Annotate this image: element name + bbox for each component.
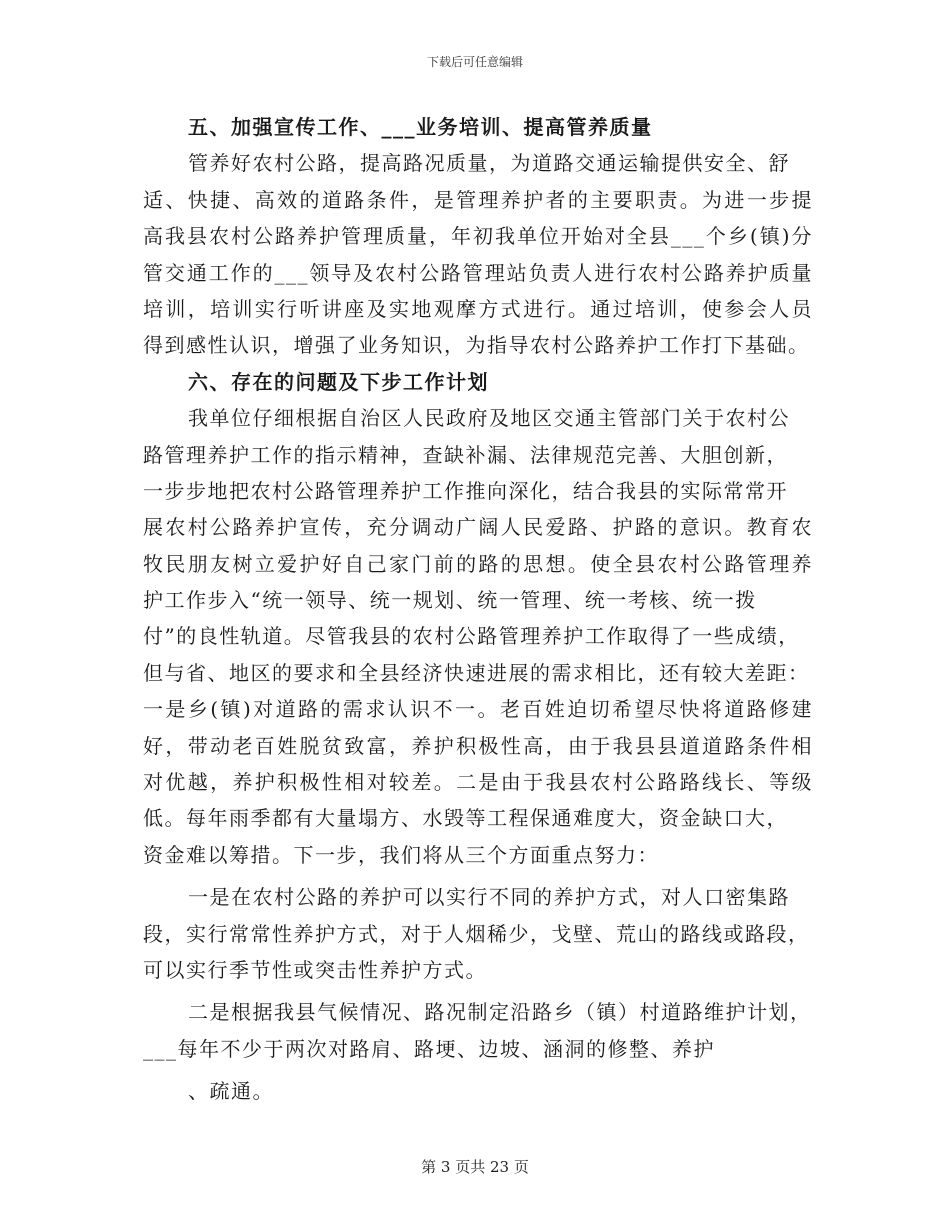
- paragraph-line: 、疏通。: [188, 1079, 274, 1104]
- paragraph-line: 高我县农村公路养护管理质量，年初我单位开始对全县___个乡(镇)分: [143, 224, 813, 249]
- paragraph-line: 培训，培训实行听讲座及实地观摩方式进行。通过培训，使参会人员: [143, 296, 813, 321]
- paragraph-line: 好，带动老百姓脱贫致富，养护积极性高，由于我县县道道路条件相: [143, 733, 813, 758]
- paragraph-line: 管交通工作的___领导及农村公路管理站负责人进行农村公路养护质量: [143, 260, 813, 285]
- document-body: [143, 109, 813, 1110]
- paragraph-line: 牧民朋友树立爱护好自己家门前的路的思想。使全县农村公路管理养: [143, 551, 813, 576]
- page-footer: 第 3 页共 23 页: [421, 1158, 529, 1176]
- paragraph-line: 展农村公路养护宣传，充分调动广阔人民爱路、护路的意识。教育农: [143, 515, 813, 540]
- paragraph-line: 得到感性认识，增强了业务知识，为指导农村公路养护工作打下基础。: [143, 333, 810, 358]
- paragraph-line: 二是根据我县气候情况、路况制定沿路乡（镇）村道路维护计划，: [188, 1000, 812, 1025]
- paragraph-line: 可以实行季节性或突击性养护方式。: [143, 957, 487, 982]
- paragraph-line: 一是在农村公路的养护可以实行不同的养护方式，对人口密集路: [188, 885, 790, 910]
- paragraph-line: 一步步地把农村公路管理养护工作推向深化，结合我县的实际常常开: [143, 478, 788, 503]
- paragraph-line: 低。每年雨季都有大量塌方、水毁等工程保通难度大，资金缺口大，: [143, 806, 788, 831]
- paragraph-line: 路管理养护工作的指示精神，查缺补漏、法律规范完善、大胆创新，: [143, 442, 788, 467]
- paragraph-line: 但与省、地区的要求和全县经济快速进展的需求相比，还有较大差距：: [143, 660, 810, 685]
- paragraph-line: 护工作步入“统一领导、统一规划、统一管理、统一考核、统一拨: [143, 588, 757, 613]
- paragraph-line: 一是乡(镇)对道路的需求认识不一。老百姓迫切希望尽快将道路修建: [143, 697, 813, 722]
- paragraph-line: 段，实行常常性养护方式，对于人烟稀少，戈壁、荒山的路线或路段，: [143, 921, 810, 946]
- paragraph-line: 对优越，养护积极性相对较差。二是由于我县农村公路路线长、等级: [143, 770, 813, 795]
- paragraph-line: 管养好农村公路，提高路况质量，为道路交通运输提供安全、舒: [188, 151, 790, 176]
- page-header: 下载后可任意编辑: [426, 55, 523, 69]
- paragraph-line: 我单位仔细根据自治区人民政府及地区交通主管部门关于农村公: [188, 406, 790, 431]
- paragraph-line: 适、快捷、高效的道路条件，是管理养护者的主要职责。为进一步提: [143, 187, 813, 212]
- section-heading-6: 六、存在的问题及下步工作计划: [188, 369, 489, 394]
- paragraph-line: 付”的良性轨道。尽管我县的农村公路管理养护工作取得了一些成绩，: [143, 624, 800, 649]
- paragraph-line: 资金难以筹措。下一步，我们将从三个方面重点努力：: [143, 842, 659, 867]
- paragraph-line: ___每年不少于两次对路肩、路埂、边坡、涵洞的修整、养护: [143, 1036, 715, 1061]
- section-heading-5: 五、加强宣传工作、___业务培训、提高管养质量: [188, 115, 653, 139]
